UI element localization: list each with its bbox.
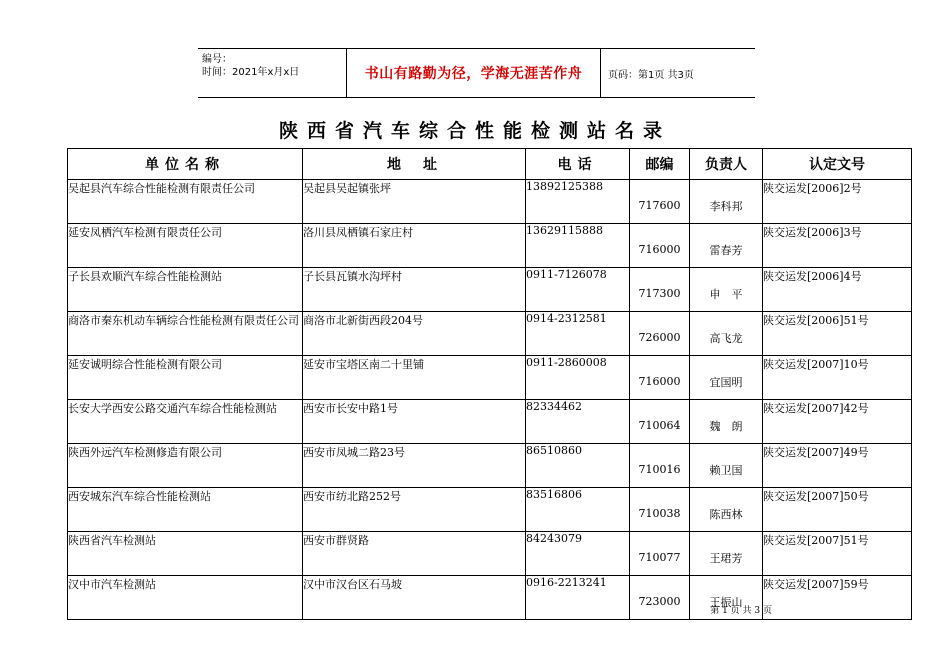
cell-person: 宜国明 (690, 356, 763, 400)
cell-document-no: 陕交运发[2007]50号 (763, 488, 912, 532)
cell-postcode: 710077 (630, 532, 690, 576)
cell-document-no: 陕交运发[2006]51号 (763, 312, 912, 356)
page-code: 页码：第1页 共3页 (608, 69, 694, 81)
cell-phone: 0911-7126078 (526, 268, 630, 312)
cell-unit-name: 吴起县汽车综合性能检测有限责任公司 (68, 180, 303, 224)
cell-unit-name: 商洛市秦东机动车辆综合性能检测有限责任公司 (68, 312, 303, 356)
cell-address: 子长县瓦镇水沟坪村 (303, 268, 526, 312)
column-header-unit-name: 单位名称 (68, 149, 303, 180)
cell-unit-name: 延安诚明综合性能检测有限公司 (68, 356, 303, 400)
cell-phone: 82334462 (526, 400, 630, 444)
page-footer: 第 1 页 共 3 页 (710, 606, 772, 616)
cell-postcode: 716000 (630, 224, 690, 268)
header-divider (600, 49, 601, 97)
cell-person: 高飞龙 (690, 312, 763, 356)
cell-unit-name: 西安城东汽车综合性能检测站 (68, 488, 303, 532)
cell-unit-name: 延安凤栖汽车检测有限责任公司 (68, 224, 303, 268)
cell-postcode: 723000 (630, 576, 690, 620)
cell-address: 西安市纺北路252号 (303, 488, 526, 532)
column-header-document-no: 认定文号 (763, 149, 912, 180)
header-motto: 书山有路勤为径，学海无涯苦作舟 (364, 66, 583, 82)
cell-phone: 0916-2213241 (526, 576, 630, 620)
table-row (68, 312, 912, 356)
cell-address: 吴起县吴起镇张坪 (303, 180, 526, 224)
cell-person: 陈西林 (690, 488, 763, 532)
table-row (68, 488, 912, 532)
cell-address: 西安市群贤路 (303, 532, 526, 576)
station-table (67, 148, 912, 620)
cell-document-no: 陕交运发[2007]49号 (763, 444, 912, 488)
cell-postcode: 710016 (630, 444, 690, 488)
table-row (68, 356, 912, 400)
column-header-postcode: 邮编 (630, 149, 690, 180)
cell-person: 李科邦 (690, 180, 763, 224)
table-header-row (68, 149, 912, 180)
cell-postcode: 717300 (630, 268, 690, 312)
cell-document-no: 陕交运发[2007]59号 (763, 576, 912, 620)
cell-postcode: 726000 (630, 312, 690, 356)
cell-phone: 84243079 (526, 532, 630, 576)
cell-person: 王振山 (690, 576, 763, 620)
cell-phone: 0914-2312581 (526, 312, 630, 356)
table-row (68, 444, 912, 488)
document-number: 编号： (202, 54, 232, 65)
table-row (68, 224, 912, 268)
table-row (68, 180, 912, 224)
column-header-person: 负责人 (690, 149, 763, 180)
cell-unit-name: 汉中市汽车检测站 (68, 576, 303, 620)
cell-unit-name: 陕西省汽车检测站 (68, 532, 303, 576)
cell-address: 西安市凤城二路23号 (303, 444, 526, 488)
cell-person: 魏 朗 (690, 400, 763, 444)
cell-address: 西安市长安中路1号 (303, 400, 526, 444)
cell-document-no: 陕交运发[2007]51号 (763, 532, 912, 576)
cell-person: 赖卫国 (690, 444, 763, 488)
cell-document-no: 陕交运发[2007]42号 (763, 400, 912, 444)
cell-address: 商洛市北新街西段204号 (303, 312, 526, 356)
cell-document-no: 陕交运发[2007]10号 (763, 356, 912, 400)
cell-phone: 86510860 (526, 444, 630, 488)
table-row (68, 268, 912, 312)
cell-phone: 13892125388 (526, 180, 630, 224)
cell-address: 洛川县凤栖镇石家庄村 (303, 224, 526, 268)
cell-address: 延安市宝塔区南二十里铺 (303, 356, 526, 400)
table-row (68, 532, 912, 576)
header-meta (198, 49, 346, 97)
column-header-phone: 电话 (526, 149, 630, 180)
cell-person: 王珺芳 (690, 532, 763, 576)
cell-phone: 83516806 (526, 488, 630, 532)
cell-postcode: 716000 (630, 356, 690, 400)
table-body (68, 180, 912, 620)
document-time: 时间：2021年x月x日 (202, 67, 300, 78)
cell-postcode: 710064 (630, 400, 690, 444)
cell-address: 汉中市汉台区石马坡 (303, 576, 526, 620)
document-header (198, 48, 755, 98)
page-title: 陕西省汽车综合性能检测站名录 (278, 120, 671, 142)
column-header-address: 地 址 (303, 149, 526, 180)
table-row (68, 400, 912, 444)
cell-phone: 0911-2860008 (526, 356, 630, 400)
cell-unit-name: 子长县欢顺汽车综合性能检测站 (68, 268, 303, 312)
cell-document-no: 陕交运发[2006]2号 (763, 180, 912, 224)
cell-unit-name: 陕西外远汽车检测修造有限公司 (68, 444, 303, 488)
cell-document-no: 陕交运发[2006]4号 (763, 268, 912, 312)
cell-postcode: 710038 (630, 488, 690, 532)
cell-person: 申 平 (690, 268, 763, 312)
cell-person: 雷春芳 (690, 224, 763, 268)
cell-unit-name: 长安大学西安公路交通汽车综合性能检测站 (68, 400, 303, 444)
cell-phone: 13629115888 (526, 224, 630, 268)
cell-postcode: 717600 (630, 180, 690, 224)
cell-document-no: 陕交运发[2006]3号 (763, 224, 912, 268)
table-row (68, 576, 912, 620)
